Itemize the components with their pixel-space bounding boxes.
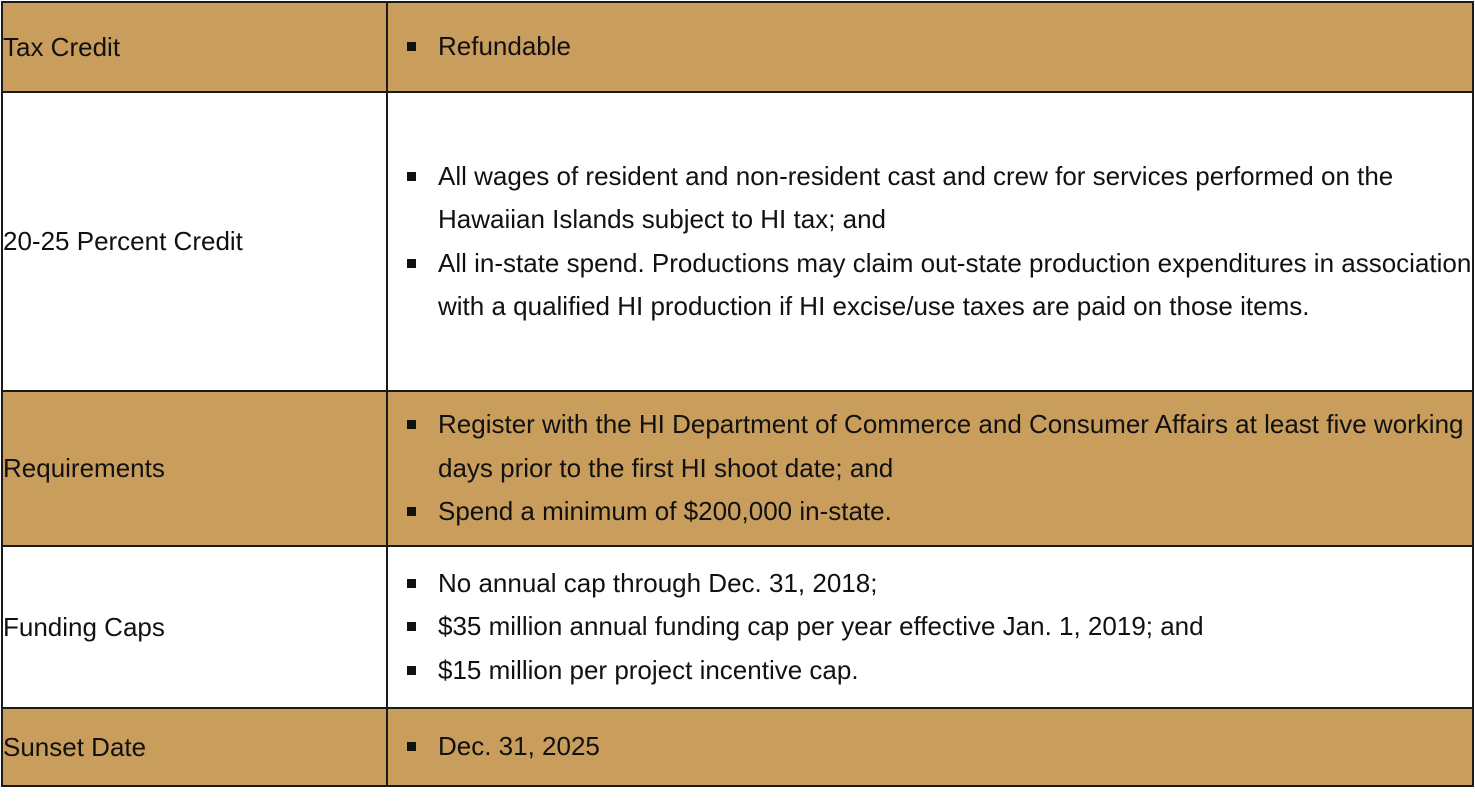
bullet-item [388, 490, 1472, 534]
bullet-list [388, 403, 1472, 534]
bullet-text: Dec. 31, 2025 [438, 731, 600, 762]
bullet-text: All in-state spend. Productions may claim out-state production expenditures in association with a qualified HI production if HI excise/use taxes are paid on those items. [438, 247, 1472, 321]
row-value [387, 391, 1473, 546]
bullet-list [388, 725, 1472, 769]
square-bullet-icon [407, 172, 416, 181]
row-value [387, 2, 1473, 92]
square-bullet-icon [407, 622, 416, 631]
row-label: Sunset Date [2, 708, 387, 786]
bullet-item [388, 649, 1472, 693]
bullet-item [388, 605, 1472, 649]
bullet-item [388, 25, 1472, 69]
square-bullet-icon [407, 742, 416, 751]
bullet-text: Refundable [438, 31, 571, 62]
row-tax-credit [2, 2, 1473, 92]
bullet-list [388, 25, 1472, 69]
row-label: Requirements [2, 391, 387, 546]
bullet-item [388, 725, 1472, 769]
row-value [387, 92, 1473, 391]
square-bullet-icon [407, 420, 416, 429]
bullet-text: No annual cap through Dec. 31, 2018; [438, 567, 878, 598]
square-bullet-icon [407, 42, 416, 51]
row-value [387, 708, 1473, 786]
bullet-item [388, 242, 1472, 329]
row-funding-caps [2, 546, 1473, 708]
row-sunset-date [2, 708, 1473, 786]
row-requirements [2, 391, 1473, 546]
row-label: Funding Caps [2, 546, 387, 708]
row-label: Tax Credit [2, 2, 387, 92]
square-bullet-icon [407, 579, 416, 588]
bullet-item [388, 155, 1472, 242]
square-bullet-icon [407, 666, 416, 675]
bullet-text: Spend a minimum of $200,000 in-state. [438, 496, 892, 527]
bullet-text: $15 million per project incentive cap. [438, 654, 859, 685]
row-value [387, 546, 1473, 708]
bullet-item [388, 562, 1472, 606]
bullet-text: Register with the HI Department of Commerce and Consumer Affairs at least five working days prior to the first HI shoot date; and [438, 409, 1464, 483]
bullet-list [388, 562, 1472, 693]
bullet-list [388, 155, 1472, 329]
bullet-item [388, 403, 1472, 490]
incentive-table [1, 1, 1474, 787]
row-percent-credit [2, 92, 1473, 391]
row-label: 20-25 Percent Credit [2, 92, 387, 391]
square-bullet-icon [407, 259, 416, 268]
bullet-text: $35 million annual funding cap per year effective Jan. 1, 2019; and [438, 611, 1204, 642]
square-bullet-icon [407, 507, 416, 516]
bullet-text: All wages of resident and non-resident cast and crew for services performed on the Hawaiian Islands subject to HI tax; and [438, 160, 1394, 234]
